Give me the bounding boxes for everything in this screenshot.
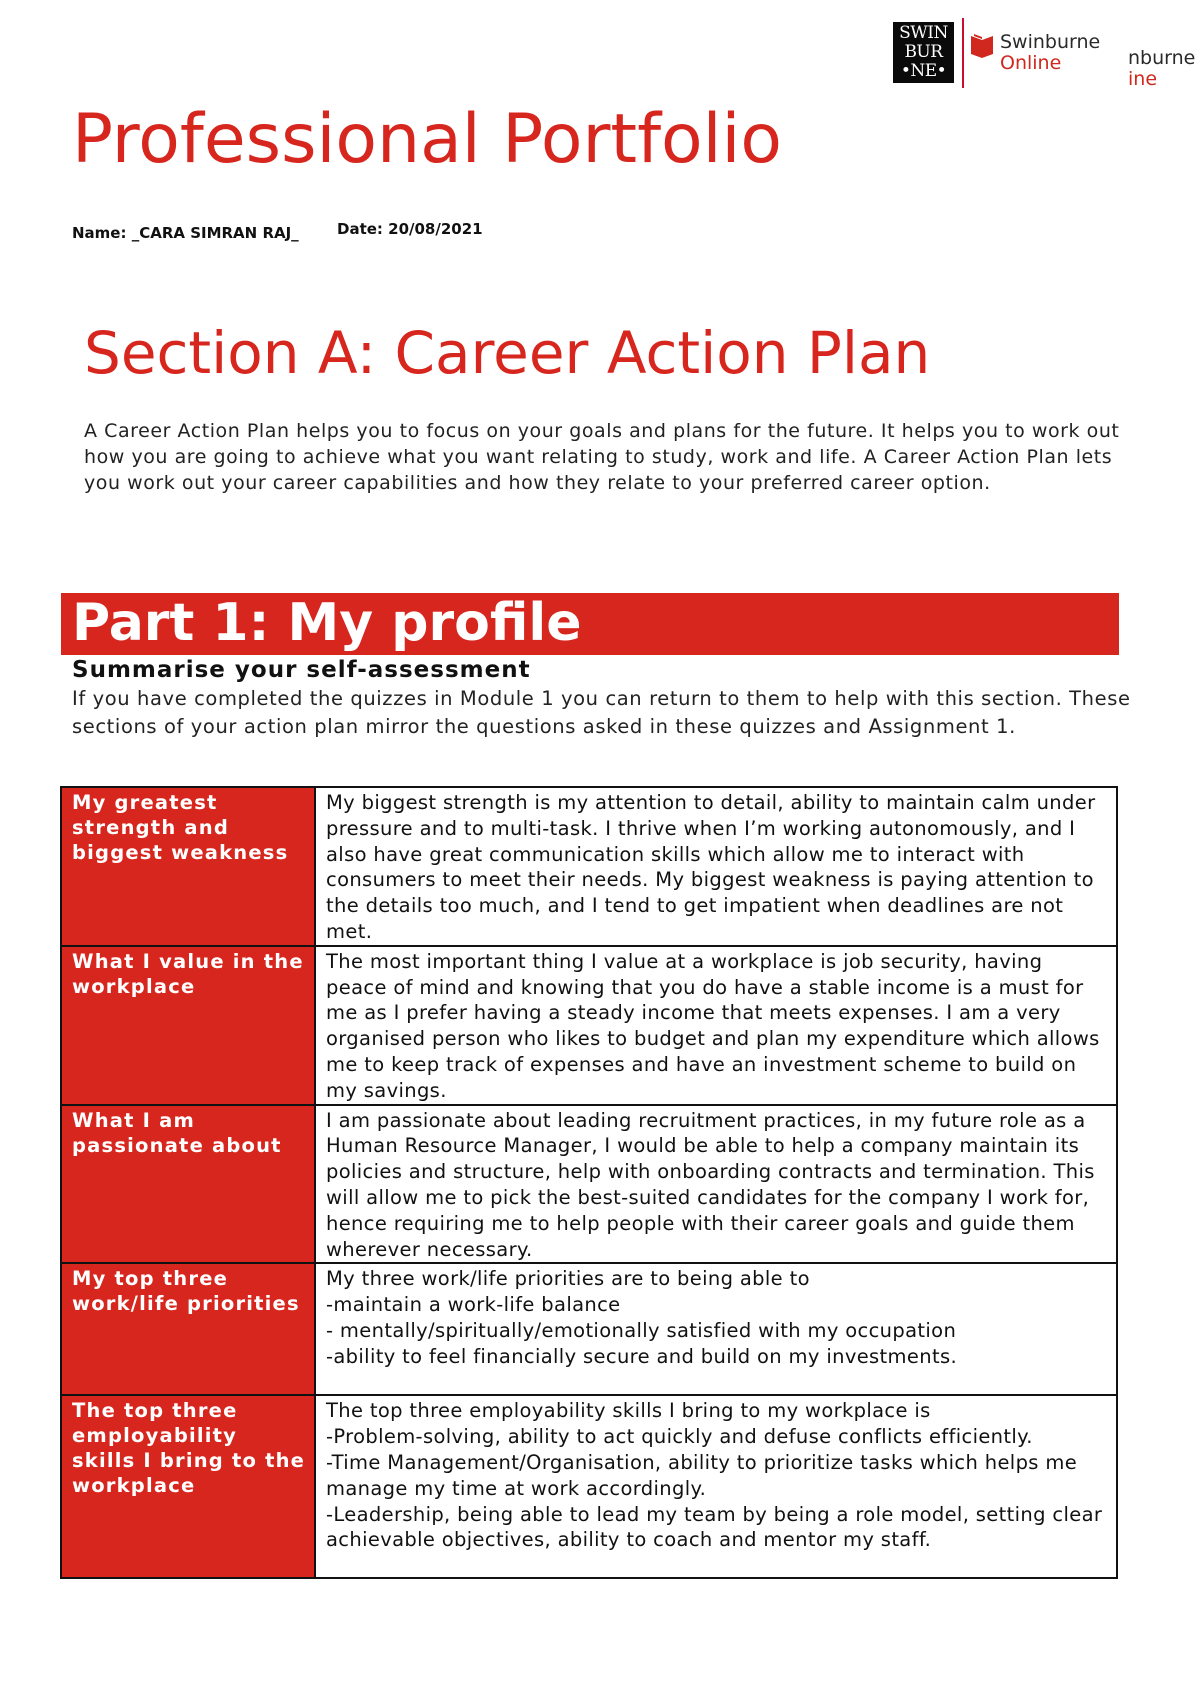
- table-row: [61, 1263, 1117, 1395]
- value-line: -ability to feel financially secure and build on my investments.: [326, 1344, 958, 1368]
- swinburne-online-logo: [1000, 32, 1100, 74]
- section-intro: A Career Action Plan helps you to focus on your goals and plans for the future. It helps you to work out how you are going to achieve what you want relating to study, work and life. A Career Action Plan lets you work out your career capabilities and how they relate to your preferred career option.: [84, 420, 1120, 494]
- swin-logo-line-2: BUR: [904, 42, 943, 62]
- row-label: My greatest strength and biggest weakness: [61, 787, 315, 946]
- row-label: What I value in the workplace: [61, 946, 315, 1105]
- row-label: What I am passionate about: [61, 1105, 315, 1264]
- value-line: I am passionate about leading recruitment practices, in my future role as a Human Resource Manager, I would be able to help a company maintain its policies and structure, help with onboarding contracts and termination. This will allow me to pick the best-suited candidates for the company I work for, hence requiring me to help people with their career goals and guide them wherever necessary.: [326, 1108, 1095, 1261]
- value-line: -Problem-solving, ability to act quickly and defuse conflicts efficiently.: [326, 1425, 1033, 1449]
- value-line: My three work/life priorities are to being able to: [326, 1267, 810, 1291]
- book-icon: [969, 32, 995, 60]
- swin-logo-line-3: •NE•: [900, 61, 947, 81]
- logo-online-line-2: Online: [1000, 52, 1062, 74]
- row-value: [315, 1395, 1117, 1578]
- value-line: -Time Management/Organisation, ability to prioritize tasks which helps me manage my time at work accordingly.: [326, 1450, 1078, 1500]
- swinburne-online-logo-cropped: [1128, 48, 1195, 90]
- value-line: The top three employability skills I bring to my workplace is: [326, 1399, 931, 1423]
- logo-cut-line-1: nburne: [1128, 47, 1196, 69]
- table-row: [61, 1105, 1117, 1264]
- date-field: Date: 20/08/2021: [337, 220, 483, 238]
- table-row: [61, 1395, 1117, 1578]
- part-intro: If you have completed the quizzes in Module 1 you can return to them to help with this section. These sections of your action plan mirror the questions asked in these quizzes and Assignment 1.: [72, 687, 1131, 738]
- table-row: [61, 787, 1117, 946]
- swinburne-logo: [893, 22, 954, 83]
- row-value: [315, 1263, 1117, 1395]
- logo-online-line-1: Swinburne: [1000, 31, 1101, 53]
- table-row: [61, 946, 1117, 1105]
- row-value: [315, 946, 1117, 1105]
- value-line: My biggest strength is my attention to detail, ability to maintain calm under pressure and to multi-task. I thrive when I’m working autonomously, and I also have great communication skills which allow me to interact with consumers to meet their needs. My biggest weakness is paying attention to the details too much, and I tend to get impatient when deadlines are not met.: [326, 791, 1096, 943]
- value-line: - mentally/spiritually/emotionally satisfied with my occupation: [326, 1318, 957, 1342]
- document-title: Professional Portfolio: [72, 100, 783, 179]
- part-subheading: Summarise your self-assessment: [72, 657, 531, 683]
- row-value: [315, 1105, 1117, 1264]
- swin-logo-line-1: SWIN: [899, 23, 948, 43]
- row-label: My top three work/life priorities: [61, 1263, 315, 1395]
- value-line: The most important thing I value at a workplace is job security, having peace of mind and knowing that you do have a stable income is a must for me as I prefer having a steady income that meets expenses. I am a very organised person who likes to budget and plan my expenditure which allows me to keep track of expenses and have an investment scheme to build on my savings.: [326, 949, 1100, 1102]
- value-line: -Leadership, being able to lead my team by being a role model, setting clear achievable objectives, ability to coach and mentor my staff.: [326, 1502, 1103, 1552]
- part-title: Part 1: My profile: [72, 593, 582, 653]
- row-label: The top three employability skills I bring to the workplace: [61, 1395, 315, 1578]
- section-title: Section A: Career Action Plan: [84, 319, 931, 387]
- value-line: -maintain a work-life balance: [326, 1293, 621, 1317]
- profile-table: [60, 786, 1118, 1579]
- logo-cut-line-2: ine: [1128, 68, 1158, 90]
- logo-divider: [962, 18, 964, 88]
- name-field: Name: _CARA SIMRAN RAJ_: [72, 224, 299, 242]
- row-value: [315, 787, 1117, 946]
